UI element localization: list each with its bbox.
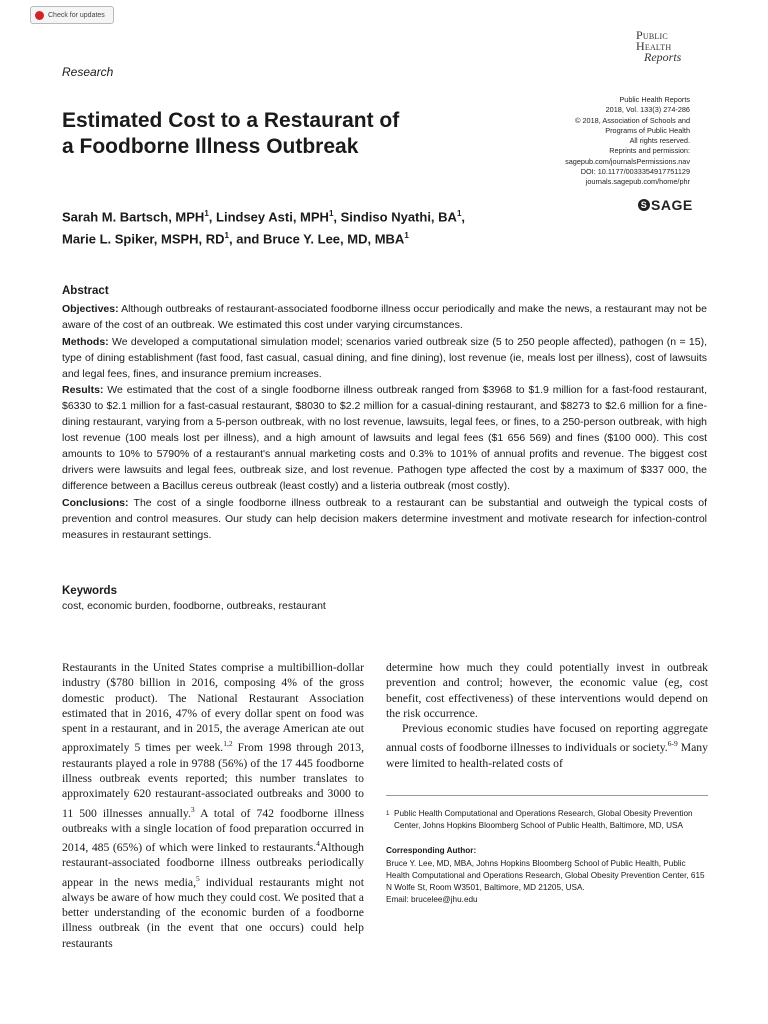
abstract-heading: Abstract	[62, 285, 109, 297]
abstract-conclusions: Conclusions: The cost of a single foodborne illness outbreak to a restaurant can be substantial and outweigh the typical costs of prevention and control measures. Our study can help decision makers determine investment and motivate research for infection-control measures in restaurant settings.	[62, 496, 707, 541]
citation-ref[interactable]: 4	[316, 839, 320, 849]
intro-paragraph: Restaurants in the United States comprise a multibillion-dollar industry ($780 billion in 2016, composing 4% of the gross domestic product). The National Restaurant Association estimated that in 2016, 47% of every dollar spent on food was spent in a restaurant, and in 2015, the average American ate out approximately 5 times per week.$^{1,2}$ From 1998 through 2013, restaurants played a role in 9788 (56%) of the 17 445 foodborne illness outbreak events reported; this number translates to approximately 620 restaurant-associated outbreaks and 3000 to 11 500 illnesses annually.$^3$ A total of 742 foodborne illness outbreaks with a single location of food preparation occurred in 2014, 485 (65%) of which were linked to restaurants.$^4$Although restaurant-associated foodborne illness outbreaks periodically appear in the news media,$^5$ individual restaurants might not always be aware of how much they could cost. We posited that a better understanding of the economic burden of a foodborne illness outbreak (in the event that one occurs) could help restaurants	[62, 661, 365, 950]
body-column-left	[62, 660, 364, 951]
author-email-link[interactable]: Email: brucelee@jhu.edu	[386, 895, 478, 905]
check-updates-icon	[35, 11, 44, 20]
body-column-right	[386, 660, 708, 771]
keywords	[62, 584, 707, 614]
permissions-link[interactable]: sagepub.com/journalsPermissions.nav	[565, 156, 690, 166]
check-for-updates-badge[interactable]	[30, 6, 114, 24]
abstract-results: Results: We estimated that the cost of a single foodborne illness outbreak ranged from $3968 to $1.9 million for a fast-food restaurant, $6330 to $2.1 million for a fast-casual restaurant, $8030 to $2.2 million for a casual-dining restaurant, and $8273 to $2.6 million for a fine-dining restaurant, varying from a 5-person outbreak, with no lost revenue, lawsuits, legal fees, or fines, to a 250-person outbreak, with high lost revenue (100 meals lost per illness), and a high amount of lawsuits and legal fees ($1 656 569) and fines ($100 000). This cost amounts to 10% to 5790% of a restaurant's annual marketing costs and 0.3% to 101% of annual profits and revenue. The biggest cost drivers were lawsuits and legal fees, outbreak size, and lost revenue. Pathogen type affected the cost by a maximum of $337 000, the difference between a Bacillus cereus outbreak (least costly) and a listeria outbreak (most costly).	[62, 384, 708, 492]
keywords-list: cost, economic burden, foodborne, outbreaks, restaurant	[62, 600, 326, 612]
corresponding-author: Corresponding Author: Bruce Y. Lee, MD, MBA, Johns Hopkins Bloomberg School of Public Health, Public Health Computational and Operations Research, Global Obesity Prevention Center, 615 N Wolfe St, Room W3501, Baltimore, MD 21205, USA. Email: brucelee@jhu.edu	[386, 845, 708, 906]
citation-ref[interactable]: 5	[196, 873, 200, 883]
journal-logo: Public Health Reports	[636, 28, 682, 64]
citation-ref[interactable]: 3	[190, 804, 195, 814]
publisher-logo: S SAGE	[638, 197, 693, 213]
footnote-divider	[386, 795, 708, 796]
abstract	[62, 284, 707, 545]
keywords-heading: Keywords	[62, 585, 117, 597]
citation-ref[interactable]: 6-9	[667, 739, 678, 749]
article-title: Estimated Cost to a Restaurant of a Foodborne Illness Outbreak	[62, 109, 400, 158]
journal-homepage-link[interactable]: journals.sagepub.com/home/phr	[585, 177, 690, 187]
affiliation-note: 1 Public Health Computational and Operations Research, Global Obesity Prevention Center, Johns Hopkins Bloomberg School of Public Health, Baltimore, MD, USA	[386, 809, 693, 831]
footnotes	[386, 808, 708, 906]
abstract-objectives: Objectives: Although outbreaks of restaurant-associated foodborne illness occur periodically and make the news, a restaurant may not be aware of the cost of an outbreak. We estimated this cost under varying circumstances.	[62, 302, 707, 331]
section-label: Research	[62, 65, 114, 79]
citation-ref[interactable]: 1,2	[223, 739, 233, 749]
author-list: Sarah M. Bartsch, MPH$^1$, Lindsey Asti, MPH$^1$, Sindiso Nyathi, $BA^1$, Marie L. Spiker, MSPH, $RD^1$, and Bruce Y. Lee, MD, MBA$^1$	[62, 209, 466, 247]
body-paragraph: Previous economic studies have focused on reporting aggregate annual costs of foodborne illnesses to individuals or society.$^{6-9}$ Many were limited to health-related costs of	[386, 722, 708, 770]
body-paragraph: determine how much they could potentially invest in outbreak prevention and control; however, the economic value (eg, cost benefit, cost effectiveness) of these interventions would depend on the risk occurrence.	[386, 661, 708, 720]
publication-info: Public Health Reports 2018, Vol. 133(3) 274-286 © 2018, Association of Schools and Programs of Public Health All rights reserved. Reprints and permission: sagepub.com/journalsPermissions.nav DOI: 10.1177/0033354917751129 journals.sagepub.com/home/phr	[470, 95, 690, 188]
doi-link[interactable]: DOI: 10.1177/0033354917751129	[580, 167, 690, 177]
check-for-updates-label: Check for updates	[48, 11, 105, 19]
sage-icon: S	[638, 199, 650, 211]
abstract-methods: Methods: We developed a computational simulation model; scenarios varied outbreak size (5 to 250 people affected), pathogen (n = 15), type of dining establishment (fast food, fast casual, casual dining, and fine dining), lost revenue (ie, meals lost per illness), cost of lawsuits and legal fees, fines, and insurance premium increases.	[62, 335, 707, 380]
